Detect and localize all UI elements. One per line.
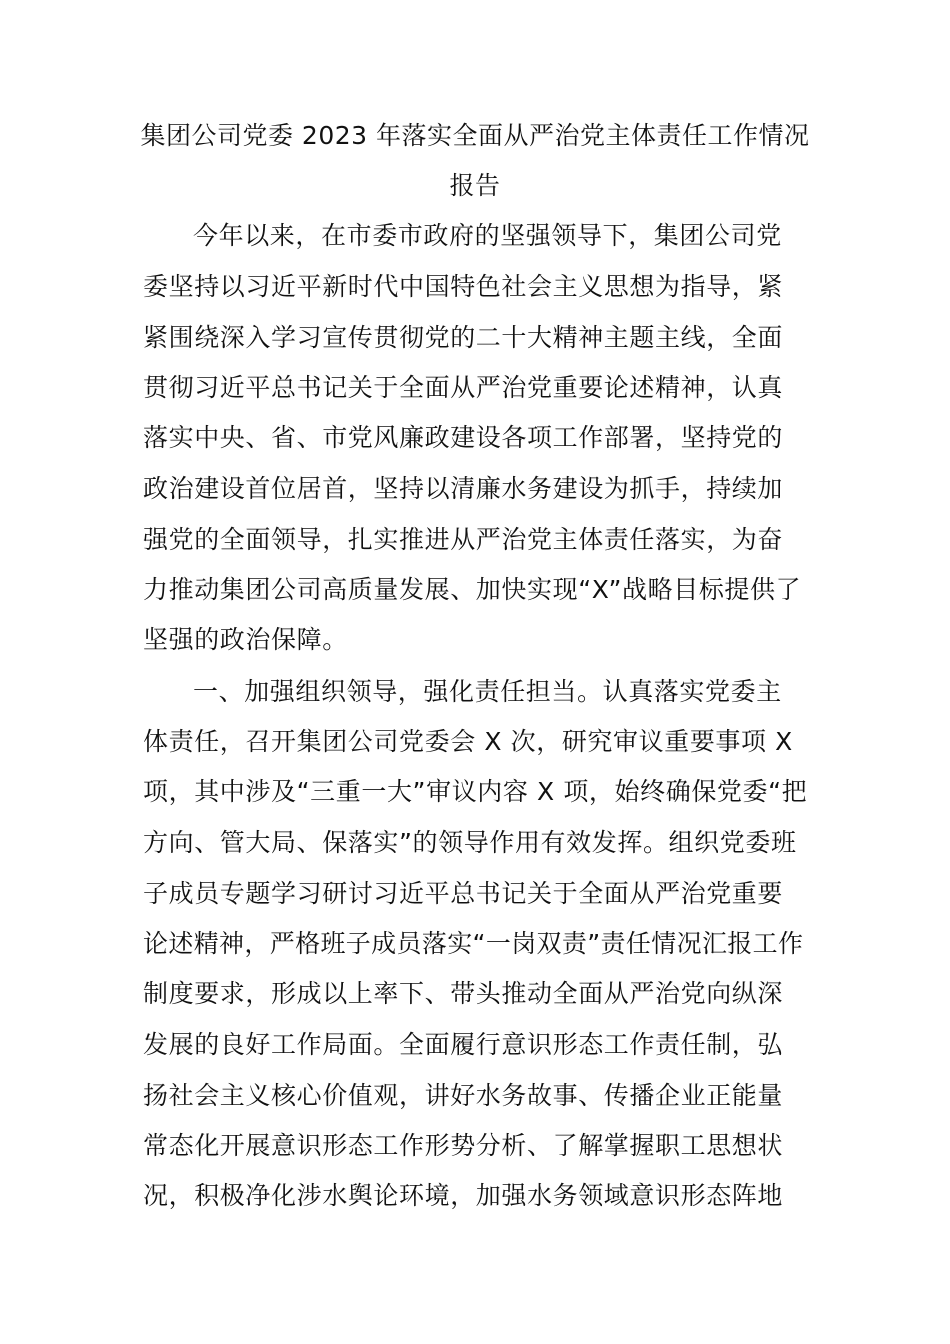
paragraph-line: 扬社会主义核心价值观，讲好水务故事、传播企业正能量: [143, 1081, 784, 1110]
paragraph-line: 方向、管大局、保落实”的领导作用有效发挥。组织党委班: [143, 828, 797, 857]
document-title-line-2: 报告: [449, 171, 501, 200]
document-title-line-1: 集团公司党委 2023 年落实全面从严治党主体责任工作情况: [140, 121, 810, 150]
paragraph-line: 力推动集团公司高质量发展、加快实现“X”战略目标提供了: [143, 575, 802, 604]
paragraph-line: 项，其中涉及“三重一大”审议内容 X 项，始终确保党委“把: [143, 777, 808, 806]
paragraph-line: 常态化开展意识形态工作形势分析、了解掌握职工思想状: [143, 1131, 784, 1160]
paragraph-line: 论述精神，严格班子成员落实“一岗双责”责任情况汇报工作: [143, 929, 804, 958]
paragraph-line: 体责任，召开集团公司党委会 X 次，研究审议重要事项 X: [143, 727, 793, 756]
paragraph-line: 贯彻习近平总书记关于全面从严治党重要论述精神，认真: [143, 373, 784, 402]
paragraph-line: 今年以来，在市委市政府的坚强领导下，集团公司党: [193, 221, 782, 250]
paragraph-line: 委坚持以习近平新时代中国特色社会主义思想为指导，紧: [143, 272, 784, 301]
paragraph-line: 落实中央、省、市党风廉政建设各项工作部署，坚持党的: [143, 423, 784, 452]
paragraph-line: 子成员专题学习研讨习近平总书记关于全面从严治党重要: [143, 879, 784, 908]
paragraph-line: 一、加强组织领导，强化责任担当。认真落实党委主: [193, 677, 782, 706]
paragraph-line: 发展的良好工作局面。全面履行意识形态工作责任制，弘: [143, 1030, 784, 1059]
paragraph-line: 紧围绕深入学习宣传贯彻党的二十大精神主题主线，全面: [143, 323, 784, 352]
paragraph-line: 况，积极净化涉水舆论环境，加强水务领域意识形态阵地: [143, 1181, 784, 1210]
paragraph-line: 坚强的政治保障。: [143, 625, 348, 654]
paragraph-line: 政治建设首位居首，坚持以清廉水务建设为抓手，持续加: [143, 474, 784, 503]
paragraph-line: 强党的全面领导，扎实推进从严治党主体责任落实，为奋: [143, 525, 784, 554]
paragraph-line: 制度要求，形成以上率下、带头推动全面从严治党向纵深: [143, 979, 784, 1008]
